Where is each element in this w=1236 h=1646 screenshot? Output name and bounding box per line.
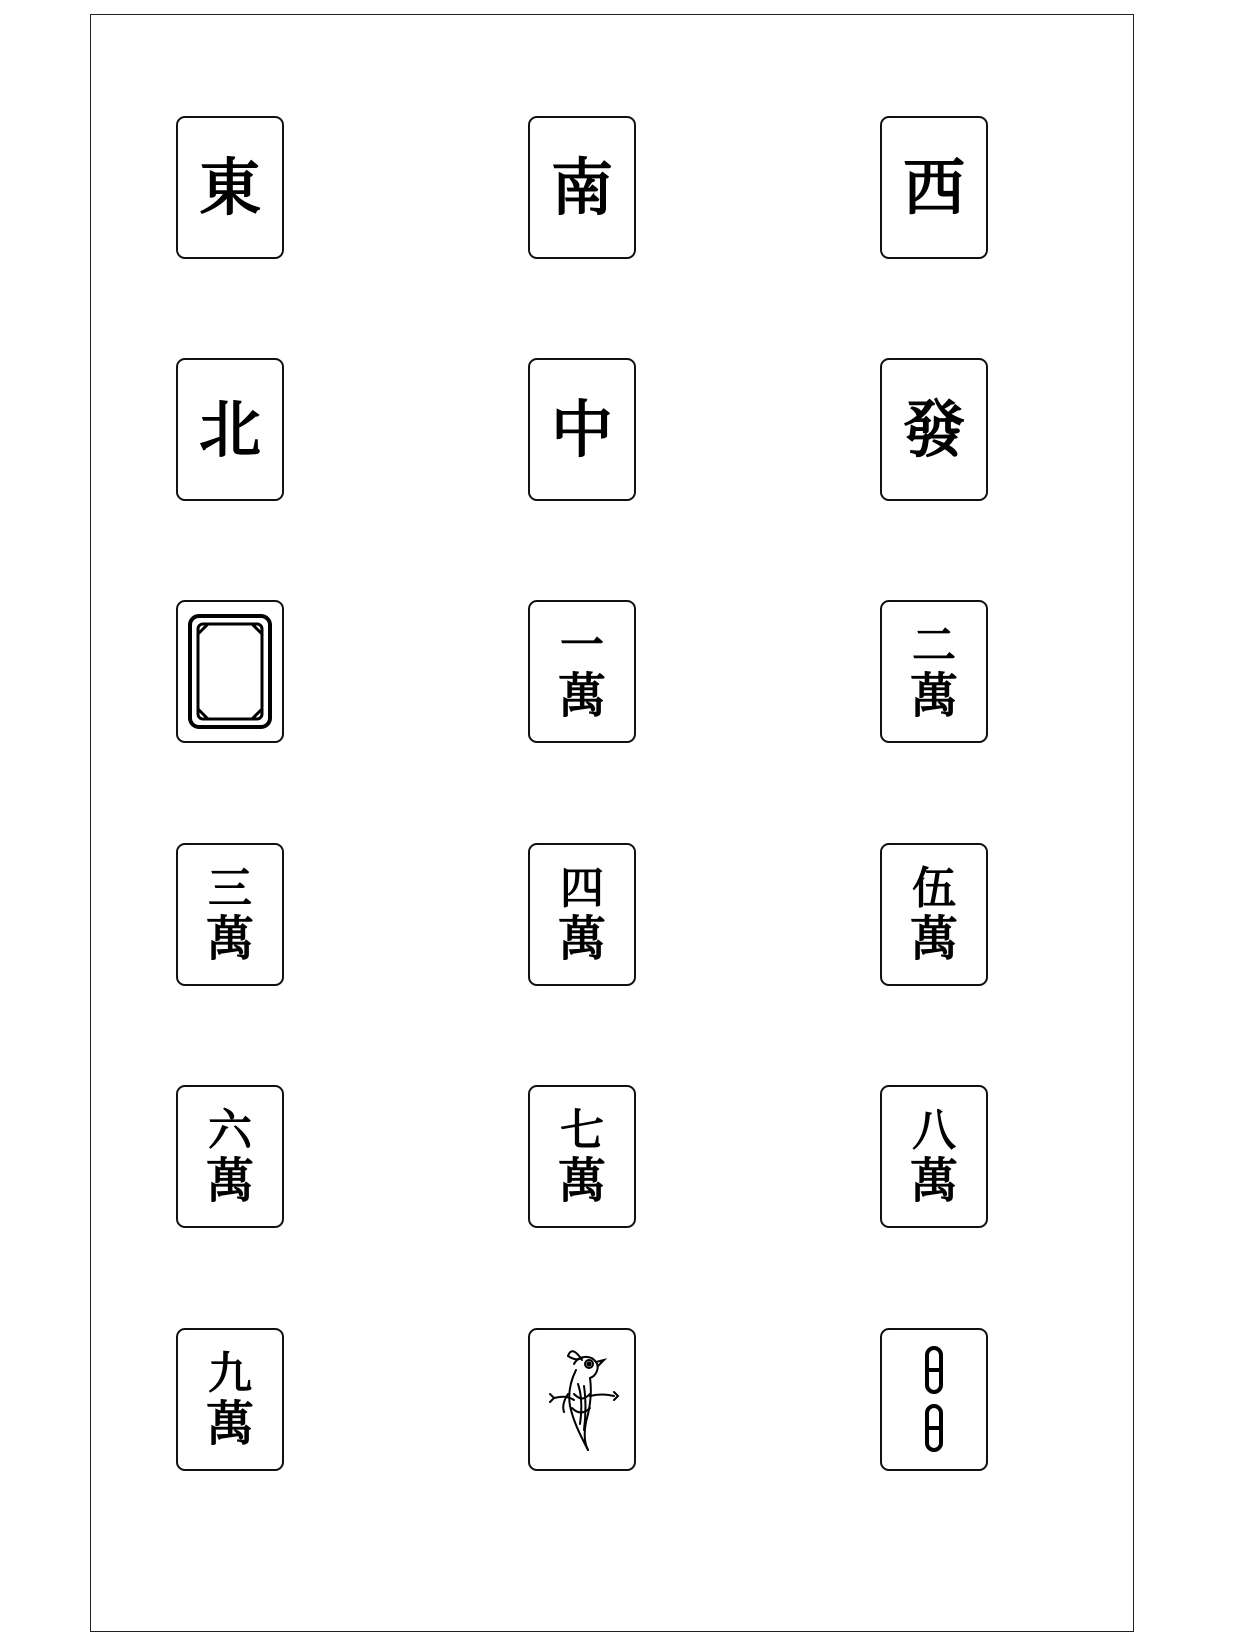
tile-east-wind[interactable]	[176, 116, 284, 259]
north-wind-character: 北	[198, 392, 261, 466]
wan-suit: 萬	[557, 1152, 606, 1209]
red-dragon-character: 中	[550, 392, 613, 466]
wan-number: 六	[208, 1104, 252, 1156]
wan-suit: 萬	[557, 910, 606, 967]
tile-north-wind[interactable]	[176, 358, 284, 501]
wan-number: 九	[208, 1347, 252, 1399]
wan-number: 一	[560, 619, 604, 671]
wan-number: 伍	[912, 862, 956, 914]
wan-suit: 萬	[205, 910, 254, 967]
green-dragon-character: 發	[902, 392, 965, 466]
tile-west-wind[interactable]	[880, 116, 988, 259]
wan-suit: 萬	[205, 1395, 254, 1452]
wan-suit: 萬	[205, 1152, 254, 1209]
wan-number: 四	[560, 862, 604, 914]
tile-south-wind[interactable]	[528, 116, 636, 259]
wan-number: 七	[560, 1104, 604, 1156]
white-dragon-frame-icon	[188, 614, 272, 729]
wan-suit: 萬	[909, 1152, 958, 1209]
two-bamboo-sticks-icon	[886, 1334, 982, 1465]
tile-five-wan[interactable]	[880, 843, 988, 986]
tile-red-dragon[interactable]	[528, 358, 636, 501]
tile-seven-wan[interactable]	[528, 1085, 636, 1228]
wan-suit: 萬	[909, 910, 958, 967]
wan-number: 八	[912, 1104, 956, 1156]
tile-green-dragon[interactable]	[880, 358, 988, 501]
tile-two-bamboo[interactable]	[880, 1328, 988, 1471]
tile-two-wan[interactable]	[880, 600, 988, 743]
tile-four-wan[interactable]	[528, 843, 636, 986]
sparrow-bird-icon	[534, 1334, 630, 1465]
wan-number: 二	[912, 619, 956, 671]
tile-white-dragon[interactable]	[176, 600, 284, 743]
wan-suit: 萬	[557, 667, 606, 724]
wan-number: 三	[208, 862, 252, 914]
east-wind-character: 東	[198, 150, 261, 224]
tile-eight-wan[interactable]	[880, 1085, 988, 1228]
wan-suit: 萬	[909, 667, 958, 724]
tile-three-wan[interactable]	[176, 843, 284, 986]
tile-one-wan[interactable]	[528, 600, 636, 743]
south-wind-character: 南	[550, 150, 613, 224]
tile-nine-wan[interactable]	[176, 1328, 284, 1471]
tile-one-bamboo[interactable]	[528, 1328, 636, 1471]
west-wind-character: 西	[902, 150, 965, 224]
tile-six-wan[interactable]	[176, 1085, 284, 1228]
